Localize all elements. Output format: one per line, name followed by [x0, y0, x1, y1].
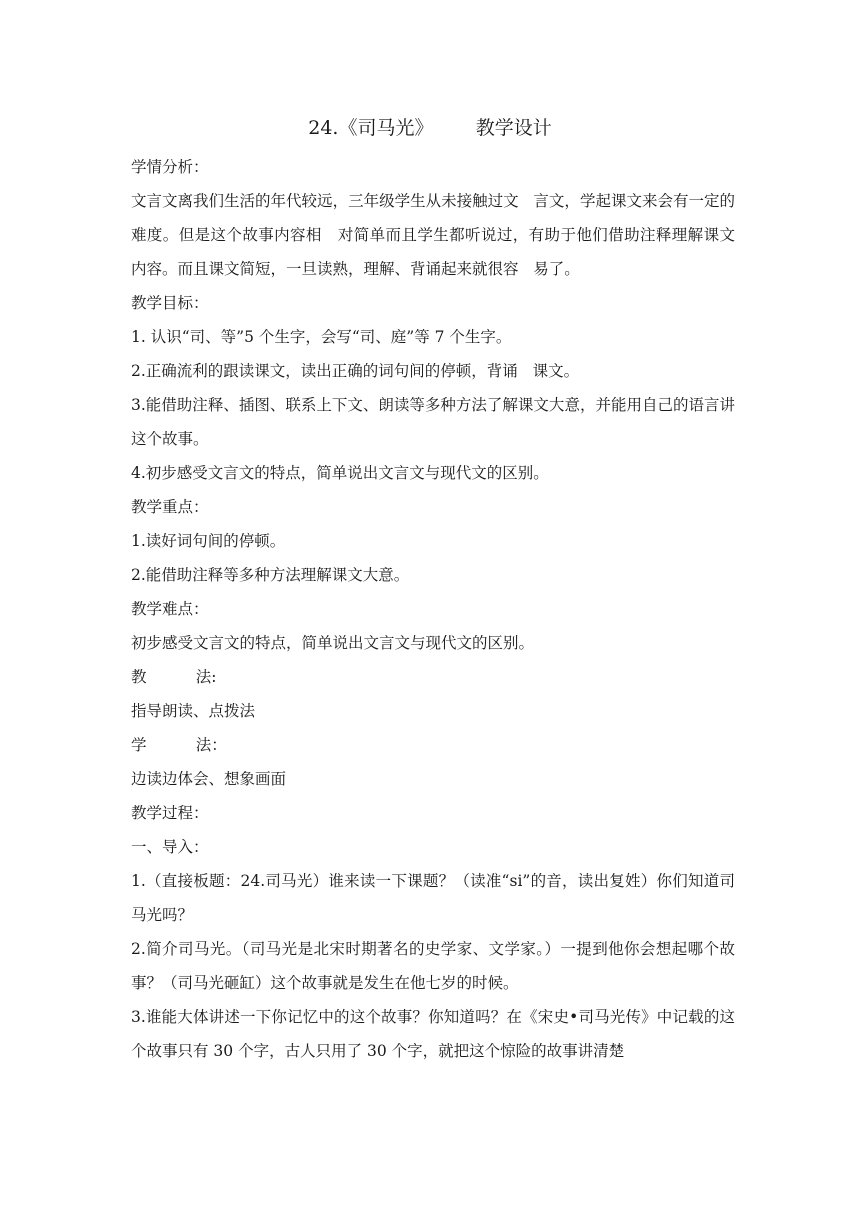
document-title: 24.《司马光》 教学设计 [308, 117, 552, 139]
heading-learning-method: 学 法： [131, 736, 227, 754]
teaching-method-text: 指导朗读、点拨法 [131, 702, 256, 720]
heading-teaching-method: 教 法: [131, 668, 217, 686]
heading-teaching-goals: 教学目标： [131, 294, 209, 312]
difficulty-text: 初步感受文言文的特点，简单说出文言文与现代文的区别。 [131, 634, 535, 652]
paragraph-student-analysis: 文言文离我们生活的年代较远，三年级学生从未接触过文 言文，学起课文来会有一定的难度。但是这个故事内容相 对简单而且学生都听说过，有助于他们借助注释理解课文 内容。而且课文简短，一旦读熟，理解、背诵起来就很容 易了。 [131, 192, 750, 278]
learning-method-text: 边读边体会、想象画面 [131, 770, 287, 788]
process-step-3: 3.谁能大体讲述一下你记忆中的这个故事？你知道吗？在《宋史•司马光传》中记载的这个故事只有 30 个字，古人只用了 30 个字，就把这个惊险的故事讲清楚 [131, 1008, 735, 1060]
goal-item-2: 2.正确流利的跟读课文，读出正确的词句间的停顿，背诵 课文。 [131, 362, 580, 380]
heading-student-analysis: 学情分析： [131, 158, 209, 176]
heading-key-points: 教学重点： [131, 498, 209, 516]
process-step-2: 2.简介司马光。（司马光是北宋时期著名的史学家、文学家。）一提到他你会想起哪个故事？（司马光砸缸）这个故事就是发生在他七岁的时候。 [131, 940, 735, 992]
heading-teaching-process: 教学过程： [131, 804, 209, 822]
goal-item-3: 3.能借助注释、插图、联系上下文、朗读等多种方法了解课文大意，并能用自己的语言讲这个故事。 [131, 396, 735, 448]
key-point-1: 1.读好词句间的停顿。 [131, 532, 286, 550]
document-body [131, 150, 750, 1068]
heading-introduction: 一、导入： [131, 838, 209, 856]
goal-item-4: 4.初步感受文言文的特点，简单说出文言文与现代文的区别。 [131, 464, 549, 482]
key-point-2: 2.能借助注释等多种方法理解课文大意。 [131, 566, 410, 584]
goal-item-1: 1. 认识“司、等”5 个生字，会写“司、庭”等 7 个生字。 [131, 328, 512, 346]
heading-difficulties: 教学难点： [131, 600, 209, 618]
process-step-1: 1.（直接板题：24.司马光）谁来读一下课题？（读准“si”的音，读出复姓）你们知道司马光吗？ [131, 872, 735, 924]
